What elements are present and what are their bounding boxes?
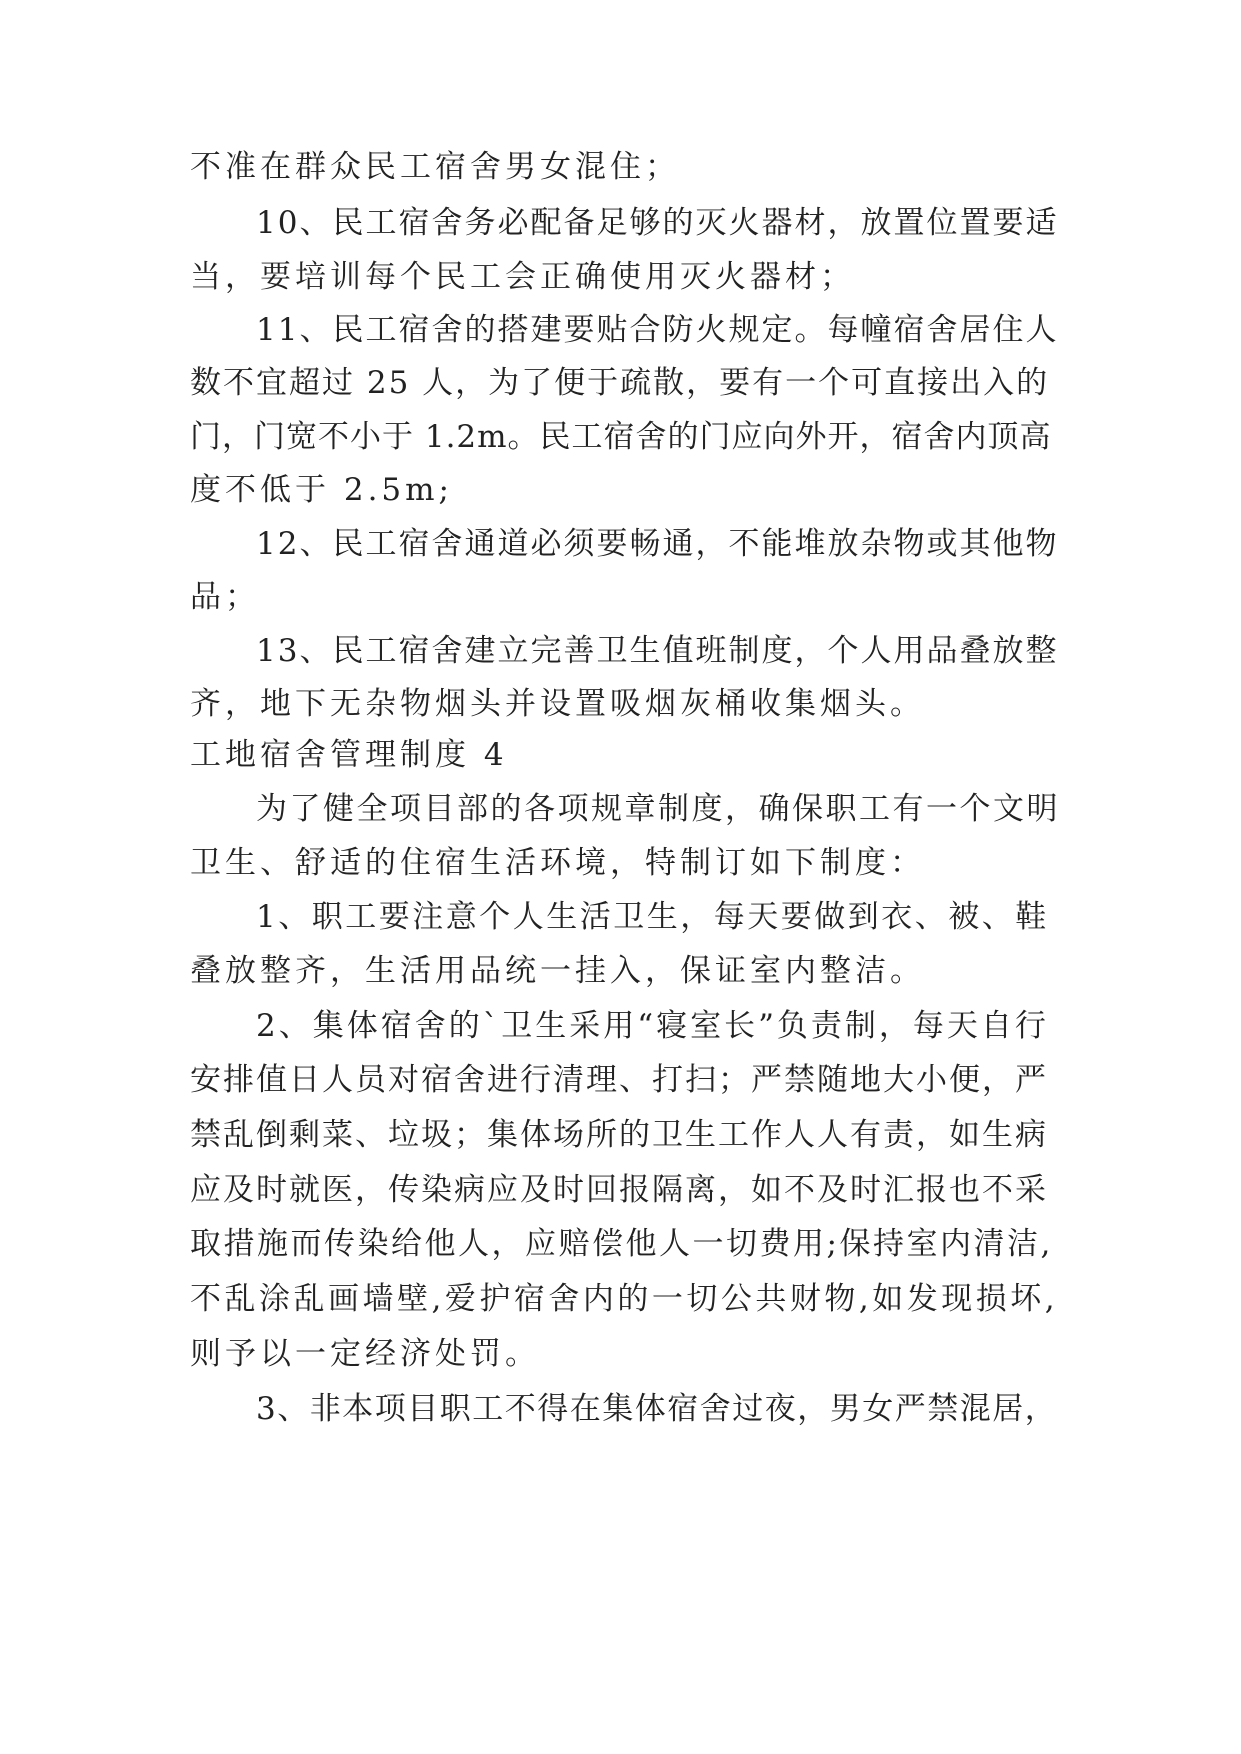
text-line: 1、职工要注意个人生活卫生，每天要做到衣、被、鞋 [256,899,1049,935]
text-line: 安排值日人员对宿舍进行清理、打扫；严禁随地大小便，严 [190,1062,1048,1098]
section-heading: 工地宿舍管理制度 4 [190,737,508,773]
text-line: 齐，地下无杂物烟头并设置吸烟灰桶收集烟头。 [190,686,925,722]
text-line: 应及时就医，传染病应及时回报隔离，如不及时汇报也不采 [190,1172,1048,1208]
text-line: 2、集体宿舍的`卫生采用“寝室长”负责制，每天自行 [256,1008,1049,1044]
text-line: 叠放整齐，生活用品统一挂入，保证室内整洁。 [190,953,925,989]
text-line: 数不宜超过 25 人，为了便于疏散，要有一个可直接出入的 [190,365,1050,401]
text-line: 门，门宽不小于 1.2m。民工宿舍的门应向外开，宿舍内顶高 [190,419,1052,455]
text-line: 13、民工宿舍建立完善卫生值班制度，个人用品叠放整 [256,633,1059,669]
text-line: 禁乱倒剩菜、垃圾；集体场所的卫生工作人人有责，如生病 [190,1117,1048,1153]
text-line: 10、民工宿舍务必配备足够的灭火器材，放置位置要适 [256,205,1059,241]
text-line: 12、民工宿舍通道必须要畅通，不能堆放杂物或其他物 [256,526,1059,562]
text-line: 当，要培训每个民工会正确使用灭火器材； [190,259,855,295]
text-line: 品； [190,579,260,615]
text-line: 为了健全项目部的各项规章制度，确保职工有一个文明 [256,791,1060,827]
text-line: 3、非本项目职工不得在集体宿舍过夜，男女严禁混居， [256,1391,1058,1427]
text-line: 不准在群众民工宿舍男女混住； [190,149,680,185]
text-line: 度不低于 2.5m; [190,472,453,508]
text-line: 取措施而传染给他人，应赔偿他人一切费用;保持室内清洁, [190,1226,1053,1262]
text-line: 不乱涂乱画墙壁,爱护宿舍内的一切公共财物,如发现损坏, [190,1281,1059,1317]
text-line: 11、民工宿舍的搭建要贴合防火规定。每幢宿舍居住人 [256,312,1059,348]
text-line: 则予以一定经济处罚。 [190,1336,540,1372]
text-line: 卫生、舒适的住宿生活环境，特制订如下制度： [190,845,925,881]
